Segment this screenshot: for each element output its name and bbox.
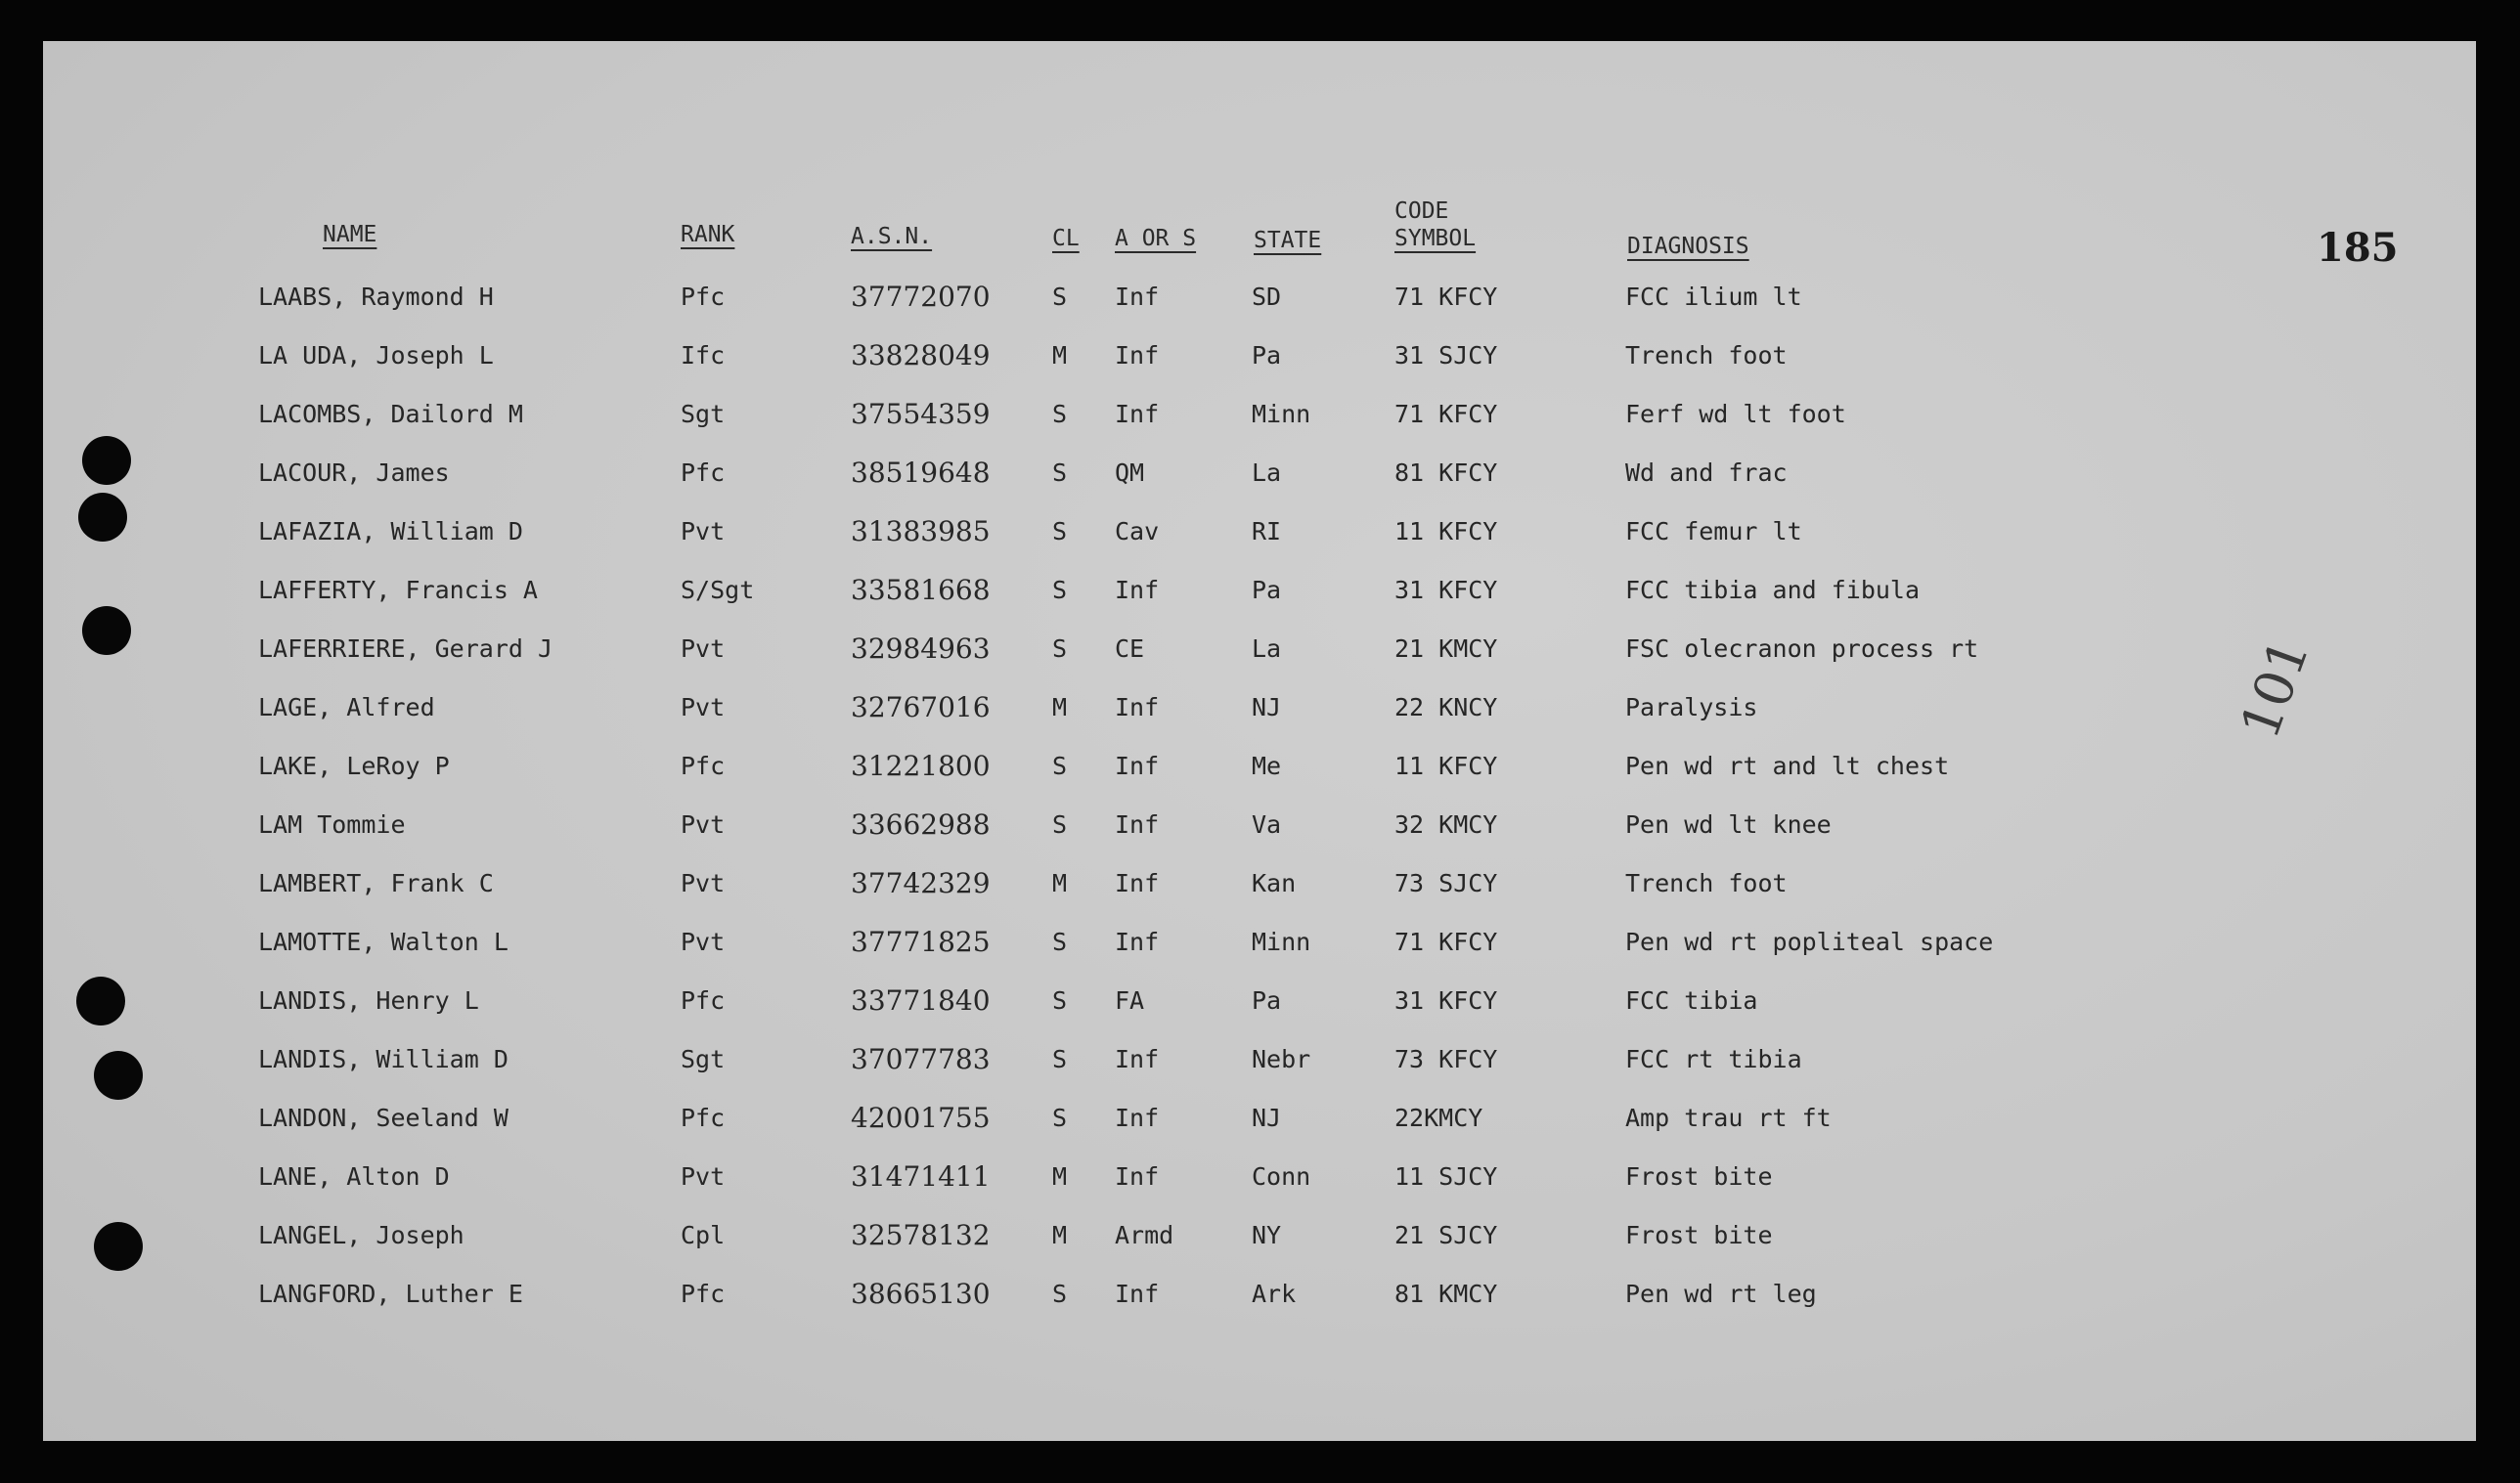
cell-name: LACOMBS, Dailord M <box>258 400 523 428</box>
cell-rank: Sgt <box>681 400 726 428</box>
cell-state: Pa <box>1252 341 1282 370</box>
header-cl: CL <box>1052 226 1080 251</box>
table-row <box>43 280 2476 315</box>
cell-a-or-s: CE <box>1115 634 1145 663</box>
cell-asn: 31221800 <box>851 750 991 782</box>
cell-rank: Pvt <box>681 1162 726 1191</box>
cell-cl: S <box>1052 1104 1068 1132</box>
cell-name: LANDIS, William D <box>258 1045 508 1073</box>
cell-code-symbol: 31 KFCY <box>1394 576 1498 604</box>
cell-rank: Pvt <box>681 869 726 897</box>
document-page <box>43 41 2476 1441</box>
header-name: NAME <box>323 222 377 247</box>
cell-cl: S <box>1052 400 1068 428</box>
cell-a-or-s: Inf <box>1115 1104 1160 1132</box>
cell-a-or-s: Inf <box>1115 693 1160 721</box>
table-row <box>43 632 2476 667</box>
cell-a-or-s: Inf <box>1115 810 1160 839</box>
cell-code-symbol: 81 KMCY <box>1394 1280 1498 1308</box>
cell-diagnosis: Paralysis <box>1625 693 1758 721</box>
cell-cl: S <box>1052 1045 1068 1073</box>
cell-asn: 32767016 <box>851 691 991 723</box>
table-row <box>43 983 2476 1019</box>
cell-rank: Pvt <box>681 810 726 839</box>
cell-cl: S <box>1052 576 1068 604</box>
cell-a-or-s: Inf <box>1115 869 1160 897</box>
cell-state: SD <box>1252 283 1282 311</box>
cell-diagnosis: Wd and frac <box>1625 458 1788 487</box>
cell-name: LAMOTTE, Walton L <box>258 928 508 956</box>
cell-name: LACOUR, James <box>258 458 450 487</box>
cell-rank: Pvt <box>681 928 726 956</box>
cell-state: NJ <box>1252 693 1282 721</box>
cell-cl: M <box>1052 1162 1068 1191</box>
cell-diagnosis: FCC ilium lt <box>1625 283 1802 311</box>
cell-diagnosis: Trench foot <box>1625 341 1788 370</box>
cell-name: LAABS, Raymond H <box>258 283 494 311</box>
cell-cl: S <box>1052 810 1068 839</box>
cell-name: LANDON, Seeland W <box>258 1104 508 1132</box>
cell-state: Nebr <box>1252 1045 1311 1073</box>
cell-code-symbol: 22 KNCY <box>1394 693 1498 721</box>
cell-a-or-s: Inf <box>1115 928 1160 956</box>
cell-state: Va <box>1252 810 1282 839</box>
cell-asn: 33828049 <box>851 339 991 371</box>
cell-a-or-s: Inf <box>1115 1045 1160 1073</box>
cell-state: NJ <box>1252 1104 1282 1132</box>
header-state: STATE <box>1254 228 1322 253</box>
cell-diagnosis: FCC tibia <box>1625 986 1758 1015</box>
cell-rank: Pfc <box>681 752 726 780</box>
cell-rank: Pfc <box>681 283 726 311</box>
cell-a-or-s: QM <box>1115 458 1145 487</box>
cell-code-symbol: 31 KFCY <box>1394 986 1498 1015</box>
cell-cl: S <box>1052 517 1068 545</box>
cell-rank: Cpl <box>681 1221 726 1249</box>
table-row <box>43 397 2476 432</box>
cell-code-symbol: 11 SJCY <box>1394 1162 1498 1191</box>
cell-name: LAM Tommie <box>258 810 406 839</box>
cell-diagnosis: Trench foot <box>1625 869 1788 897</box>
cell-diagnosis: Amp trau rt ft <box>1625 1104 1832 1132</box>
cell-state: Conn <box>1252 1162 1311 1191</box>
header-code: CODE <box>1394 198 1449 224</box>
cell-state: NY <box>1252 1221 1282 1249</box>
cell-diagnosis: Frost bite <box>1625 1221 1773 1249</box>
cell-code-symbol: 71 KFCY <box>1394 283 1498 311</box>
cell-a-or-s: Cav <box>1115 517 1160 545</box>
cell-state: Minn <box>1252 928 1311 956</box>
cell-asn: 38519648 <box>851 457 991 489</box>
table-row <box>43 925 2476 960</box>
cell-asn: 37742329 <box>851 867 991 899</box>
cell-a-or-s: Inf <box>1115 283 1160 311</box>
table-row <box>43 1277 2476 1312</box>
table-row <box>43 749 2476 784</box>
cell-diagnosis: FCC femur lt <box>1625 517 1802 545</box>
cell-rank: Pfc <box>681 986 726 1015</box>
table-row <box>43 807 2476 843</box>
cell-rank: Pvt <box>681 517 726 545</box>
cell-asn: 42001755 <box>851 1102 991 1134</box>
table-row <box>43 514 2476 549</box>
cell-rank: Pfc <box>681 1280 726 1308</box>
table-row <box>43 1159 2476 1195</box>
cell-a-or-s: Inf <box>1115 1280 1160 1308</box>
cell-a-or-s: FA <box>1115 986 1145 1015</box>
cell-state: Pa <box>1252 986 1282 1015</box>
cell-rank: Pvt <box>681 693 726 721</box>
cell-diagnosis: Frost bite <box>1625 1162 1773 1191</box>
cell-cl: M <box>1052 1221 1068 1249</box>
cell-name: LAFAZIA, William D <box>258 517 523 545</box>
cell-cl: S <box>1052 928 1068 956</box>
cell-asn: 37077783 <box>851 1043 991 1075</box>
cell-diagnosis: FCC tibia and fibula <box>1625 576 1921 604</box>
cell-name: LANE, Alton D <box>258 1162 450 1191</box>
cell-code-symbol: 32 KMCY <box>1394 810 1498 839</box>
cell-state: La <box>1252 458 1282 487</box>
header-a-or-s: A OR S <box>1115 226 1197 251</box>
cell-rank: Pvt <box>681 634 726 663</box>
header-rank: RANK <box>681 222 735 247</box>
cell-diagnosis: FSC olecranon process rt <box>1625 634 1979 663</box>
cell-name: LAFERRIERE, Gerard J <box>258 634 553 663</box>
cell-code-symbol: 22KMCY <box>1394 1104 1483 1132</box>
cell-state: La <box>1252 634 1282 663</box>
table-row <box>43 1101 2476 1136</box>
cell-diagnosis: Pen wd rt and lt chest <box>1625 752 1950 780</box>
header-diagnosis: DIAGNOSIS <box>1627 234 1749 259</box>
cell-cl: S <box>1052 986 1068 1015</box>
cell-state: Minn <box>1252 400 1311 428</box>
cell-state: Kan <box>1252 869 1297 897</box>
cell-code-symbol: 73 KFCY <box>1394 1045 1498 1073</box>
cell-rank: Pfc <box>681 458 726 487</box>
cell-code-symbol: 11 KFCY <box>1394 517 1498 545</box>
cell-asn: 33771840 <box>851 984 991 1017</box>
table-row <box>43 866 2476 901</box>
cell-asn: 33581668 <box>851 574 991 606</box>
margin-note: 101 <box>2229 631 2321 747</box>
cell-asn: 37554359 <box>851 398 991 430</box>
page-number: 185 <box>2317 225 2399 271</box>
cell-state: Me <box>1252 752 1282 780</box>
cell-name: LAGE, Alfred <box>258 693 435 721</box>
cell-diagnosis: Ferf wd lt foot <box>1625 400 1846 428</box>
cell-code-symbol: 73 SJCY <box>1394 869 1498 897</box>
cell-name: LANGEL, Joseph <box>258 1221 464 1249</box>
cell-rank: Sgt <box>681 1045 726 1073</box>
cell-code-symbol: 71 KFCY <box>1394 400 1498 428</box>
cell-state: Ark <box>1252 1280 1297 1308</box>
cell-a-or-s: Inf <box>1115 400 1160 428</box>
cell-cl: S <box>1052 1280 1068 1308</box>
cell-code-symbol: 21 SJCY <box>1394 1221 1498 1249</box>
cell-diagnosis: Pen wd rt popliteal space <box>1625 928 1994 956</box>
cell-state: RI <box>1252 517 1282 545</box>
table-row <box>43 690 2476 725</box>
table-row <box>43 1042 2476 1077</box>
cell-code-symbol: 31 SJCY <box>1394 341 1498 370</box>
cell-a-or-s: Inf <box>1115 341 1160 370</box>
cell-code-symbol: 81 KFCY <box>1394 458 1498 487</box>
table-row <box>43 338 2476 373</box>
cell-a-or-s: Inf <box>1115 752 1160 780</box>
cell-cl: M <box>1052 693 1068 721</box>
cell-a-or-s: Armd <box>1115 1221 1174 1249</box>
cell-name: LAKE, LeRoy P <box>258 752 450 780</box>
cell-asn: 38665130 <box>851 1278 991 1310</box>
cell-code-symbol: 11 KFCY <box>1394 752 1498 780</box>
cell-asn: 33662988 <box>851 808 991 841</box>
table-row <box>43 456 2476 491</box>
cell-name: LANDIS, Henry L <box>258 986 479 1015</box>
table-row <box>43 573 2476 608</box>
cell-code-symbol: 71 KFCY <box>1394 928 1498 956</box>
cell-cl: S <box>1052 634 1068 663</box>
cell-cl: M <box>1052 869 1068 897</box>
cell-name: LAFFERTY, Francis A <box>258 576 538 604</box>
cell-asn: 31383985 <box>851 515 991 547</box>
header-symbol: SYMBOL <box>1394 226 1477 251</box>
table-row <box>43 1218 2476 1253</box>
cell-rank: S/Sgt <box>681 576 755 604</box>
cell-cl: S <box>1052 283 1068 311</box>
cell-asn: 37771825 <box>851 926 991 958</box>
cell-name: LA UDA, Joseph L <box>258 341 494 370</box>
cell-asn: 32578132 <box>851 1219 991 1251</box>
cell-diagnosis: Pen wd lt knee <box>1625 810 1832 839</box>
cell-cl: S <box>1052 458 1068 487</box>
cell-name: LANGFORD, Luther E <box>258 1280 523 1308</box>
cell-cl: M <box>1052 341 1068 370</box>
cell-a-or-s: Inf <box>1115 1162 1160 1191</box>
cell-name: LAMBERT, Frank C <box>258 869 494 897</box>
cell-cl: S <box>1052 752 1068 780</box>
cell-state: Pa <box>1252 576 1282 604</box>
cell-asn: 37772070 <box>851 281 991 313</box>
header-asn: A.S.N. <box>851 224 933 249</box>
cell-diagnosis: Pen wd rt leg <box>1625 1280 1817 1308</box>
cell-code-symbol: 21 KMCY <box>1394 634 1498 663</box>
cell-asn: 32984963 <box>851 632 991 665</box>
cell-diagnosis: FCC rt tibia <box>1625 1045 1802 1073</box>
cell-rank: Ifc <box>681 341 726 370</box>
cell-rank: Pfc <box>681 1104 726 1132</box>
cell-a-or-s: Inf <box>1115 576 1160 604</box>
cell-asn: 31471411 <box>851 1160 991 1193</box>
